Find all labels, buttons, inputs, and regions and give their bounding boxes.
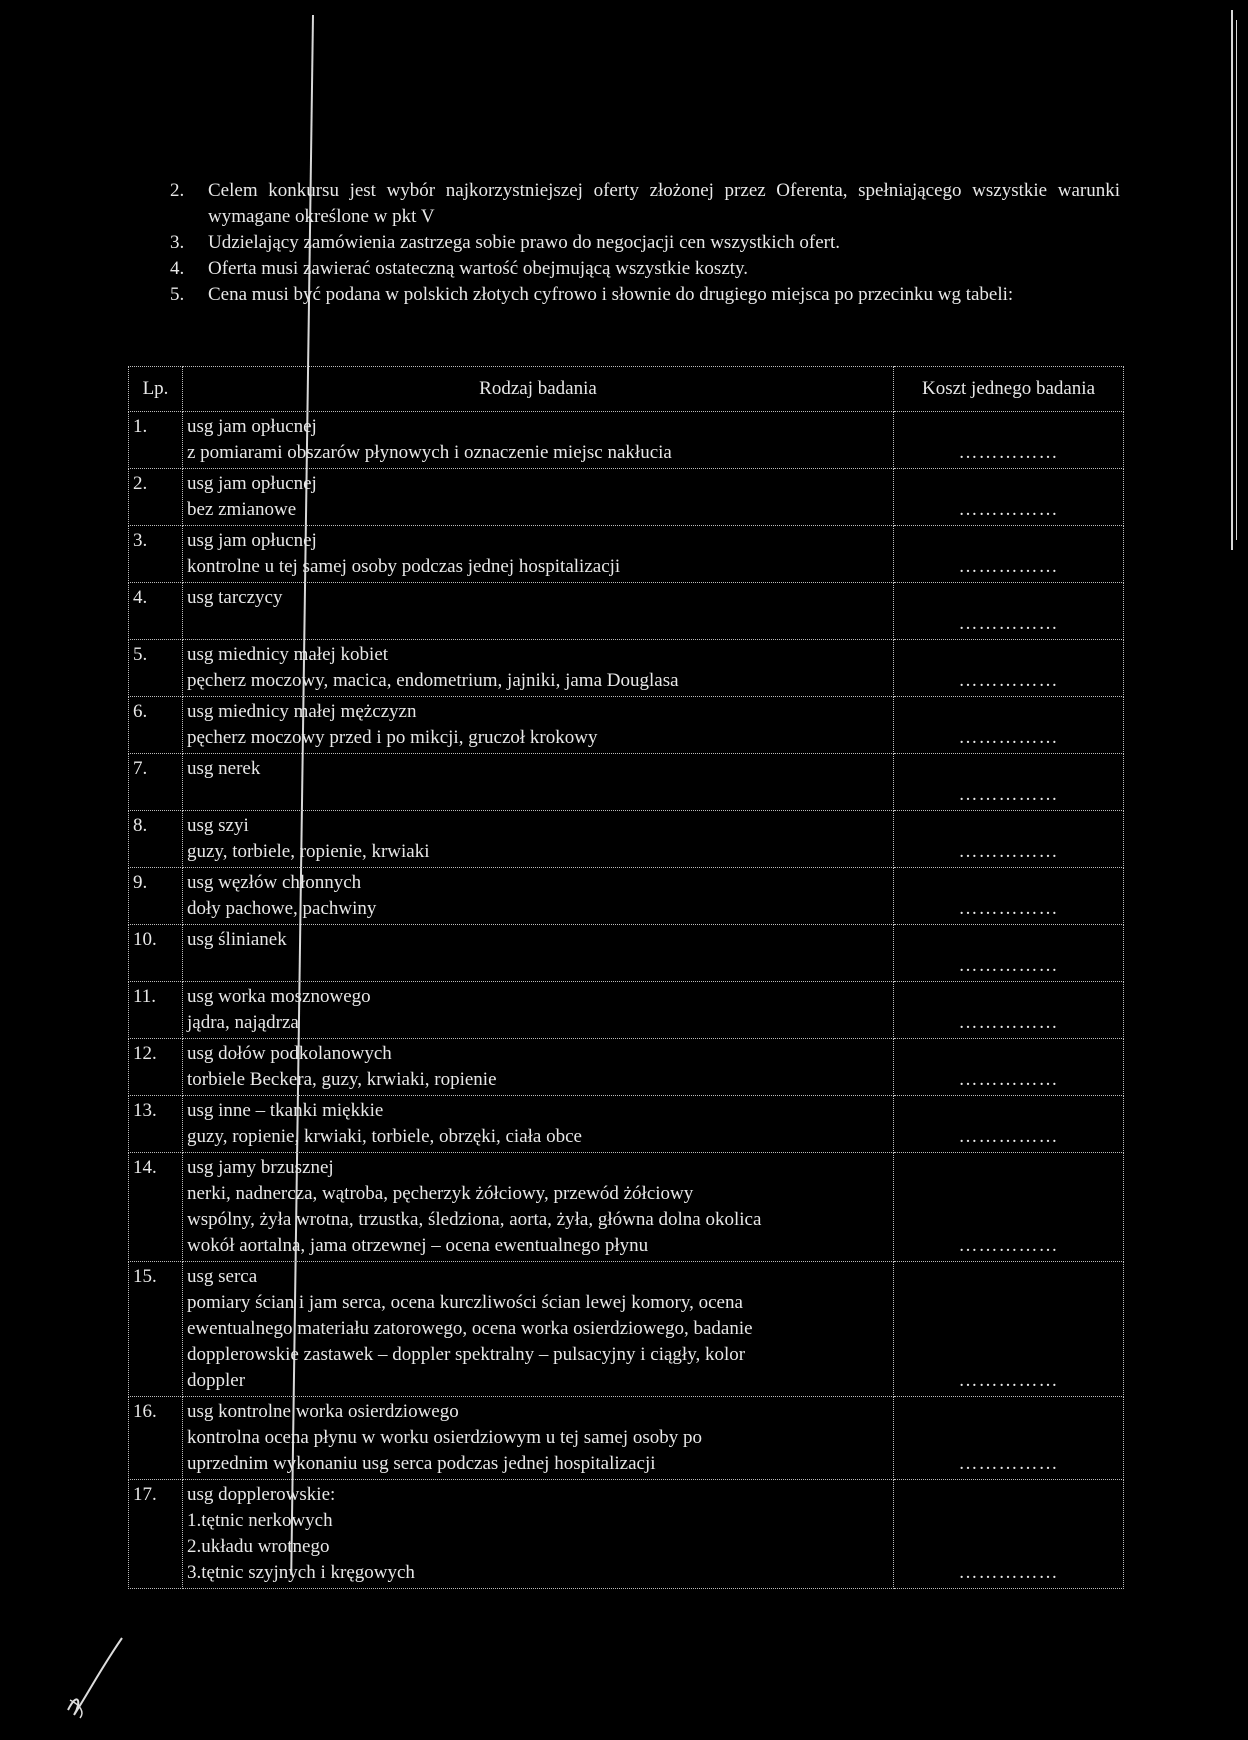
header-type: Rodzaj badania: [183, 367, 894, 412]
intro-point-number: 2.: [170, 180, 185, 201]
row-number: 6.: [129, 697, 183, 754]
row-number: 15.: [129, 1262, 183, 1397]
intro-point: [170, 256, 1120, 282]
exam-description-line: uprzednim wykonaniu usg serca podczas jednej hospitalizacji: [187, 1453, 656, 1474]
exam-description-line: dopplerowskie zastawek – doppler spektralny – pulsacyjny i ciągły, kolor: [187, 1344, 746, 1365]
table-row: [129, 526, 1124, 583]
intro-point: [170, 178, 1120, 230]
exam-description-line: usg inne – tkanki miękkie: [187, 1100, 384, 1121]
cost-placeholder: ……………: [894, 1397, 1124, 1480]
table-row: [129, 754, 1124, 811]
exam-description-line: kontrolna ocena płynu w worku osierdziowym u tej samej osoby po: [187, 1427, 703, 1448]
exam-description-line: torbiele Beckera, guzy, krwiaki, ropienie: [187, 1069, 497, 1090]
cost-placeholder: ……………: [894, 640, 1124, 697]
header-cost: Koszt jednego badania: [894, 367, 1124, 412]
exam-description: [183, 526, 894, 583]
exam-description: [183, 1262, 894, 1397]
row-number: 9.: [129, 868, 183, 925]
exam-description-line: usg szyi: [187, 815, 249, 836]
cost-placeholder: ……………: [894, 469, 1124, 526]
cost-placeholder: ……………: [894, 583, 1124, 640]
exam-description: [183, 868, 894, 925]
exam-description-line: usg serca: [187, 1266, 258, 1287]
exam-description-line: usg tarczycy: [187, 587, 283, 608]
scan-artifact-line: [1231, 10, 1233, 550]
row-number: 10.: [129, 925, 183, 982]
exam-description: [183, 925, 894, 982]
row-number: 3.: [129, 526, 183, 583]
intro-point-text: Celem konkursu jest wybór najkorzystniejszej oferty złożonej przez Oferenta, spełniającego wszystkie warunki wymagane określone w pkt V: [208, 180, 1120, 227]
exam-description: [183, 1039, 894, 1096]
exam-description-line: usg miednicy małej mężczyzn: [187, 701, 417, 722]
exam-description-line: doppler: [187, 1370, 246, 1391]
cost-placeholder: ……………: [894, 982, 1124, 1039]
table-row: [129, 412, 1124, 469]
exam-description: [183, 1480, 894, 1589]
row-number: 2.: [129, 469, 183, 526]
cost-placeholder: ……………: [894, 697, 1124, 754]
exam-description-line: [187, 782, 889, 808]
row-number: 14.: [129, 1153, 183, 1262]
exam-description-line: usg węzłów chłonnych: [187, 872, 362, 893]
intro-point-text: Cena musi być podana w polskich złotych cyfrowo i słownie do drugiego miejsca po przecinku wg tabeli:: [208, 284, 1014, 305]
table-row: [129, 868, 1124, 925]
exam-description-line: usg jam opłucnej: [187, 530, 317, 551]
table-row: [129, 1153, 1124, 1262]
exam-description-line: wokół aortalna, jama otrzewnej – ocena ewentualnego płynu: [187, 1235, 649, 1256]
table-row: [129, 1039, 1124, 1096]
exam-description-line: usg ślinianek: [187, 929, 287, 950]
exam-description-line: wspólny, żyła wrotna, trzustka, śledziona, aorta, żyła, główna dolna okolica: [187, 1209, 762, 1230]
exam-description-line: usg jam opłucnej: [187, 473, 317, 494]
exam-description: [183, 811, 894, 868]
exam-description: [183, 1397, 894, 1480]
exam-description: [183, 640, 894, 697]
exam-description-line: usg kontrolne worka osierdziowego: [187, 1401, 459, 1422]
exam-description-line: usg jam opłucnej: [187, 416, 317, 437]
intro-point: [170, 282, 1120, 308]
cost-placeholder: ……………: [894, 1480, 1124, 1589]
intro-point-number: 4.: [170, 258, 185, 279]
cost-placeholder: ……………: [894, 1096, 1124, 1153]
exam-description-line: pomiary ścian i jam serca, ocena kurczliwości ścian lewej komory, ocena: [187, 1292, 743, 1313]
row-number: 1.: [129, 412, 183, 469]
exam-description-line: kontrolne u tej samej osoby podczas jednej hospitalizacji: [187, 556, 621, 577]
exam-description-line: jądra, najądrza: [187, 1012, 299, 1033]
exam-description-line: usg nerek: [187, 758, 261, 779]
exam-description: [183, 1153, 894, 1262]
exam-description-line: [187, 953, 889, 979]
table-row: [129, 1262, 1124, 1397]
cost-placeholder: ……………: [894, 526, 1124, 583]
row-number: 8.: [129, 811, 183, 868]
table-header-row: [129, 367, 1124, 412]
signature-mark: [60, 1630, 130, 1720]
intro-point-number: 5.: [170, 284, 185, 305]
intro-point-text: Udzielający zamówienia zastrzega sobie prawo do negocjacji cen wszystkich ofert.: [208, 232, 841, 253]
row-number: 7.: [129, 754, 183, 811]
row-number: 12.: [129, 1039, 183, 1096]
exam-description-line: [187, 611, 889, 637]
row-number: 11.: [129, 982, 183, 1039]
exam-description-line: usg worka mosznowego: [187, 986, 371, 1007]
exam-description-line: z pomiarami obszarów płynowych i oznaczenie miejsc nakłucia: [187, 442, 672, 463]
cost-placeholder: ……………: [894, 1153, 1124, 1262]
table-row: [129, 811, 1124, 868]
exam-description: [183, 583, 894, 640]
table-row: [129, 982, 1124, 1039]
exam-description: [183, 1096, 894, 1153]
intro-point-number: 3.: [170, 232, 185, 253]
cost-placeholder: ……………: [894, 925, 1124, 982]
exam-description-line: usg dopplerowskie:: [187, 1484, 336, 1505]
exam-description: [183, 754, 894, 811]
cost-placeholder: ……………: [894, 868, 1124, 925]
exam-description-line: usg dołów podkolanowych: [187, 1043, 392, 1064]
price-table: [128, 366, 1124, 1589]
row-number: 16.: [129, 1397, 183, 1480]
intro-points: [170, 178, 1120, 308]
table-row: [129, 583, 1124, 640]
exam-description-line: usg miednicy małej kobiet: [187, 644, 389, 665]
exam-description-line: usg jamy brzusznej: [187, 1157, 334, 1178]
cost-placeholder: ……………: [894, 1039, 1124, 1096]
cost-placeholder: ……………: [894, 811, 1124, 868]
row-number: 4.: [129, 583, 183, 640]
exam-description: [183, 412, 894, 469]
cost-placeholder: ……………: [894, 1262, 1124, 1397]
table-row: [129, 1397, 1124, 1480]
table-row: [129, 925, 1124, 982]
exam-description-line: bez zmianowe: [187, 499, 297, 520]
table-row: [129, 697, 1124, 754]
cost-placeholder: ……………: [894, 412, 1124, 469]
table-row: [129, 640, 1124, 697]
exam-description-line: 2.układu wrotnego: [187, 1536, 330, 1557]
intro-point-text: Oferta musi zawierać ostateczną wartość obejmującą wszystkie koszty.: [208, 258, 749, 279]
exam-description-line: guzy, ropienie, krwiaki, torbiele, obrzęki, ciała obce: [187, 1126, 582, 1147]
exam-description-line: doły pachowe, pachwiny: [187, 898, 377, 919]
exam-description-line: pęcherz moczowy przed i po mikcji, gruczoł krokowy: [187, 727, 598, 748]
exam-description-line: 1.tętnic nerkowych: [187, 1510, 333, 1531]
exam-description: [183, 469, 894, 526]
header-lp: Lp.: [129, 367, 183, 412]
intro-point: [170, 230, 1120, 256]
exam-description-line: ewentualnego materiału zatorowego, ocena worka osierdziowego, badanie: [187, 1318, 753, 1339]
exam-description-line: 3.tętnic szyjnych i kręgowych: [187, 1562, 415, 1583]
exam-description: [183, 697, 894, 754]
exam-description-line: nerki, nadnercza, wątroba, pęcherzyk żółciowy, przewód żółciowy: [187, 1183, 694, 1204]
row-number: 5.: [129, 640, 183, 697]
exam-description-line: pęcherz moczowy, macica, endometrium, jajniki, jama Douglasa: [187, 670, 679, 691]
row-number: 17.: [129, 1480, 183, 1589]
exam-description-line: guzy, torbiele, ropienie, krwiaki: [187, 841, 430, 862]
cost-placeholder: ……………: [894, 754, 1124, 811]
scan-artifact-line: [1236, 20, 1237, 540]
table-row: [129, 1480, 1124, 1589]
row-number: 13.: [129, 1096, 183, 1153]
exam-description: [183, 982, 894, 1039]
table-row: [129, 469, 1124, 526]
table-row: [129, 1096, 1124, 1153]
